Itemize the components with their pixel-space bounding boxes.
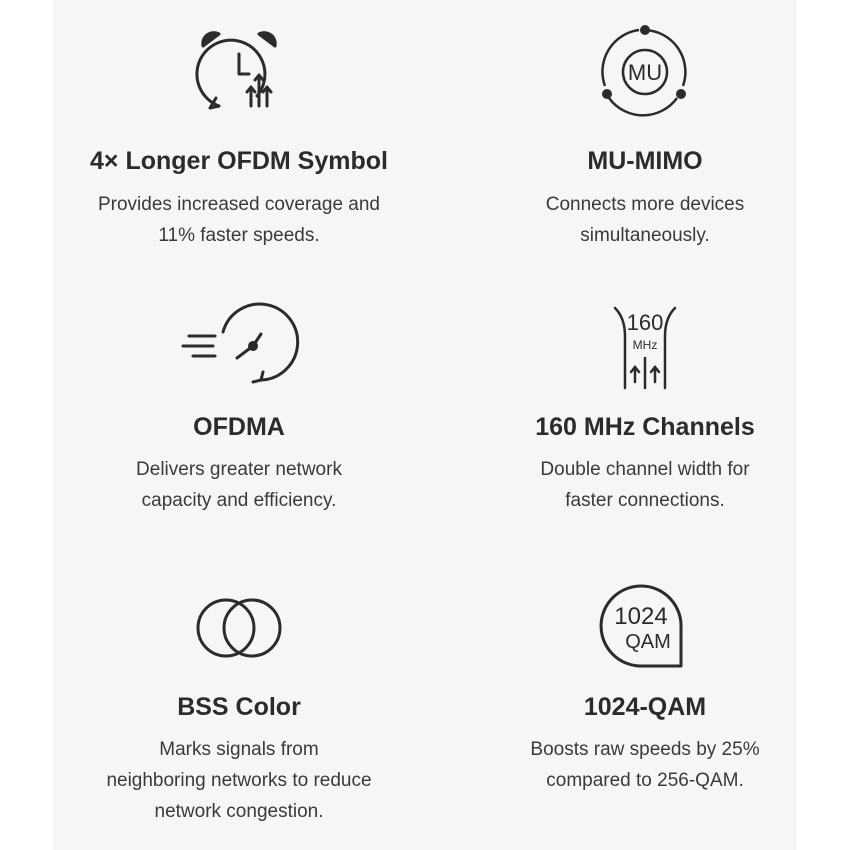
icon-number: 1024 (614, 603, 668, 630)
description-line: Boosts raw speeds by 25% (530, 739, 760, 760)
icon-number: 160 (626, 310, 664, 335)
feature-title: 160 MHz Channels (535, 413, 755, 441)
description-line: faster connections. (565, 490, 725, 511)
description-line: capacity and efficiency. (141, 490, 337, 511)
description-line: Connects more devices (545, 194, 745, 215)
description-line: neighboring networks to reduce (106, 770, 372, 791)
mu-mimo-icon (585, 24, 705, 124)
qam-badge-icon (585, 576, 705, 676)
description-line: Double channel width for (540, 459, 750, 480)
feature-title: MU-MIMO (587, 147, 703, 175)
feature-description (53, 734, 425, 827)
description-line: 11% faster speeds. (158, 225, 320, 246)
alarm-clock-speed-icon (179, 24, 299, 124)
description-line: simultaneously. (580, 225, 710, 246)
feature-description (459, 454, 831, 516)
description-line: network congestion. (154, 801, 324, 822)
features-panel (53, 0, 797, 850)
overlapping-circles-icon (179, 576, 299, 676)
feature-description (53, 454, 425, 516)
icon-label: MU (627, 60, 663, 85)
feature-title: 4× Longer OFDM Symbol (90, 147, 388, 175)
fast-clock-icon (179, 296, 299, 396)
feature-title: BSS Color (177, 693, 301, 721)
description-line: Provides increased coverage and (97, 194, 380, 215)
feature-description (53, 189, 425, 251)
feature-title: OFDMA (193, 413, 285, 441)
description-line: Marks signals from (159, 739, 319, 760)
icon-unit: QAM (625, 631, 671, 653)
feature-description (459, 189, 831, 251)
description-line: compared to 256-QAM. (546, 770, 744, 791)
channel-width-icon (585, 296, 705, 396)
feature-title: 1024-QAM (583, 693, 707, 721)
feature-description (459, 734, 831, 796)
description-line: Delivers greater network (136, 459, 342, 480)
icon-unit: MHz (632, 338, 658, 352)
